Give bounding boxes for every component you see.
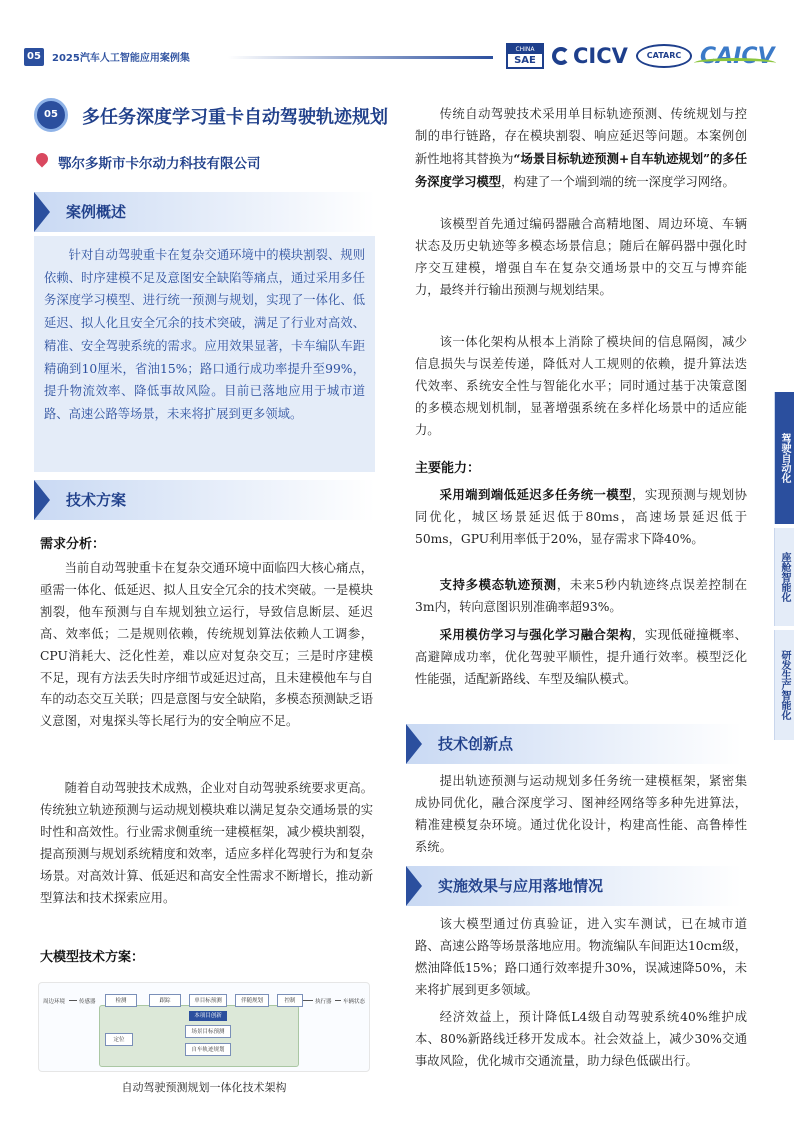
diagram-group-label: 本项目创新 xyxy=(189,1011,227,1021)
side-tab-driving-automation[interactable]: 驾驶自动化 xyxy=(774,392,794,524)
section-header-innovation: 技术创新点 xyxy=(406,724,742,764)
publication-title: 2025汽车人工智能应用案例集 xyxy=(52,53,190,64)
caicv-logo: CAICV xyxy=(700,44,775,69)
company-name: 鄂尔多斯市卡尔动力科技有限公司 xyxy=(58,156,261,172)
page-number: 05 xyxy=(24,48,44,66)
section-header-tech: 技术方案 xyxy=(34,480,375,520)
right-paragraph-1: 传统自动驾驶技术采用单目标轨迹预测、传统规划与控制的串行链路，存在模块割裂、响应延迟等问题。本案例创新性地将其替换为“场景目标轨迹预测+自车轨迹规划”的多任务深度学习模型，构建了一个端到端的统一深度学习网络。 xyxy=(415,107,747,189)
section-marker-icon xyxy=(34,192,50,232)
case-title: 多任务深度学习重卡自动驾驶轨迹规划 xyxy=(82,107,388,128)
demand-heading: 需求分析： xyxy=(40,537,106,552)
diagram-caption: 自动驾驶预测规划一体化技术架构 xyxy=(121,1081,287,1094)
right-paragraph-2: 该模型首先通过编码器融合高精地图、周边环境、车辆状态及历史轨迹等多模态场景信息；随后在解码器中强化时序交互建模，增强自车在复杂交通场景中的交互与博弈能力，最终并行输出预测与规划结果。 xyxy=(415,217,747,297)
case-number-badge: 05 xyxy=(34,98,68,132)
overview-text: 针对自动驾驶重卡在复杂交通环境中的模块割裂、规则依赖、时序建模不足及意图安全缺陷等痛点，通过采用多任务深度学习模型、进行统一预测与规划，实现了一体化、低延迟、拟人化且安全冗余的技术突破，满足了行业对高效、精准、安全驾驶系统的需求。应用效果显著，卡车编队车距精确到10厘米，省油15%；路口通行成功率提升至99%，提升物流效率、降低事故风险。目前已落地应用于城市道路、高速公路等场景，未来将扩展到更多领域。 xyxy=(44,248,365,421)
header-divider xyxy=(228,56,493,59)
cicv-logo: CICV xyxy=(552,44,628,68)
diagram-node: 场景目标预测 xyxy=(185,1025,231,1038)
overview-box xyxy=(34,236,375,472)
innovation-text: 提出轨迹预测与运动规划多任务统一建模框架，紧密集成协同优化，融合深度学习、图神经网络等多种先进算法，精准建模复杂环境。通过优化设计，构建高性能、高鲁棒性系统。 xyxy=(415,774,747,854)
right-paragraph-3: 该一体化架构从根本上消除了模块间的信息隔阂，减少信息损失与误差传递，降低对人工规则的依赖，提升算法迭代效率、系统安全性与智能化水平；同时通过基于决策意图的多模态规划机制，显著增强系统在多样化场景中的适应能力。 xyxy=(415,335,747,437)
abilities-heading: 主要能力： xyxy=(415,461,481,476)
model-heading: 大模型技术方案： xyxy=(40,950,145,965)
diagram-node: 检测 xyxy=(105,994,137,1007)
diagram-node: 传感器 xyxy=(79,999,96,1005)
diagram-node: 自车轨迹规划 xyxy=(185,1043,231,1056)
catarc-logo: CATARC xyxy=(636,44,692,68)
diagram-node: 执行器 xyxy=(315,999,332,1005)
diagram-node: 单目标预测 xyxy=(189,994,227,1007)
diagram-node: 跟踪 xyxy=(149,994,181,1007)
ability-2: 支持多模态轨迹预测，未来5秒内轨迹终点误差控制在3m内，转向意图识别准确率超93%。 xyxy=(415,577,747,614)
section-marker-icon xyxy=(34,480,50,520)
diagram-node: 伴随规划 xyxy=(235,994,269,1007)
ability-1: 采用端到端低延迟多任务统一模型，实现预测与规划协同优化，城区场景延迟低于80ms，高速场景延迟低于50ms，GPU利用率低于20%，显存需求下降40%。 xyxy=(415,487,747,546)
diagram-node: 定位 xyxy=(105,1033,133,1046)
architecture-diagram xyxy=(38,982,370,1072)
diagram-node: 周边环境 xyxy=(43,999,66,1005)
section-header-overview: 案例概述 xyxy=(34,192,375,232)
side-tab-cockpit[interactable]: 座舱智能化 xyxy=(774,528,794,626)
section-header-effect: 实施效果与应用落地情况 xyxy=(406,866,742,906)
effect-paragraph-1: 该大模型通过仿真验证，进入实车测试，已在城市道路、高速公路等场景落地应用。物流编队车间距达10cm级，燃油降低15%；路口通行效率提升30%，误减速降50%，未来将扩展到更多领域。 xyxy=(415,917,747,997)
ability-3: 采用模仿学习与强化学习融合架构，实现低碰撞概率、高避障成功率，优化驾驶平顺性，提升通行效率。模型泛化性能强，适配新路线、车型及编队模式。 xyxy=(415,627,747,686)
section-marker-icon xyxy=(406,866,422,906)
diagram-node: 车辆状态 xyxy=(343,999,366,1005)
effect-paragraph-2: 经济效益上，预计降低L4级自动驾驶系统40%维护成本、80%新路线迁移开发成本。社会效益上，减少30%交通事故风险，优化城市交通流量，助力绿色低碳出行。 xyxy=(415,1010,747,1068)
demand-paragraph-2: 随着自动驾驶技术成熟，企业对自动驾驶系统要求更高。传统独立轨迹预测与运动规划模块难以满足复杂交通场景的实时性和高效性。行业需求侧重统一建模框架，减少模块割裂，提高预测与规划系统精度和效率，适应多样化驾驶行为和复杂场景。对高效计算、低延迟和高安全性需求不断增长，推动新型算法和技术探索应用。 xyxy=(40,781,373,905)
china-sae-logo: CHINA SAE xyxy=(506,43,544,69)
section-marker-icon xyxy=(406,724,422,764)
location-pin-icon xyxy=(34,151,51,168)
partner-logos xyxy=(500,40,780,72)
demand-paragraph-1: 当前自动驾驶重卡在复杂交通环境中面临四大核心痛点，亟需一体化、低延迟、拟人且安全冗余的技术突破。一是模块割裂，他车预测与自车规划独立运行，导致信息断层、延迟高、效率低；二是规则依赖，传统规划算法依赖人工调参，CPU消耗大、泛化性差，难以应对复杂交互；三是时序建模不足，现有方法丢失时序细节或延迟过高，且未建模他车与自车的动态交互关联；四是意图与安全缺陷，多模态预测缺乏语义意图，对鬼探头等长尾行为的安全响应不足。 xyxy=(40,561,373,729)
side-tab-rnd-production[interactable]: 研发生产智能化 xyxy=(774,630,794,740)
diagram-node: 控制 xyxy=(277,994,303,1007)
